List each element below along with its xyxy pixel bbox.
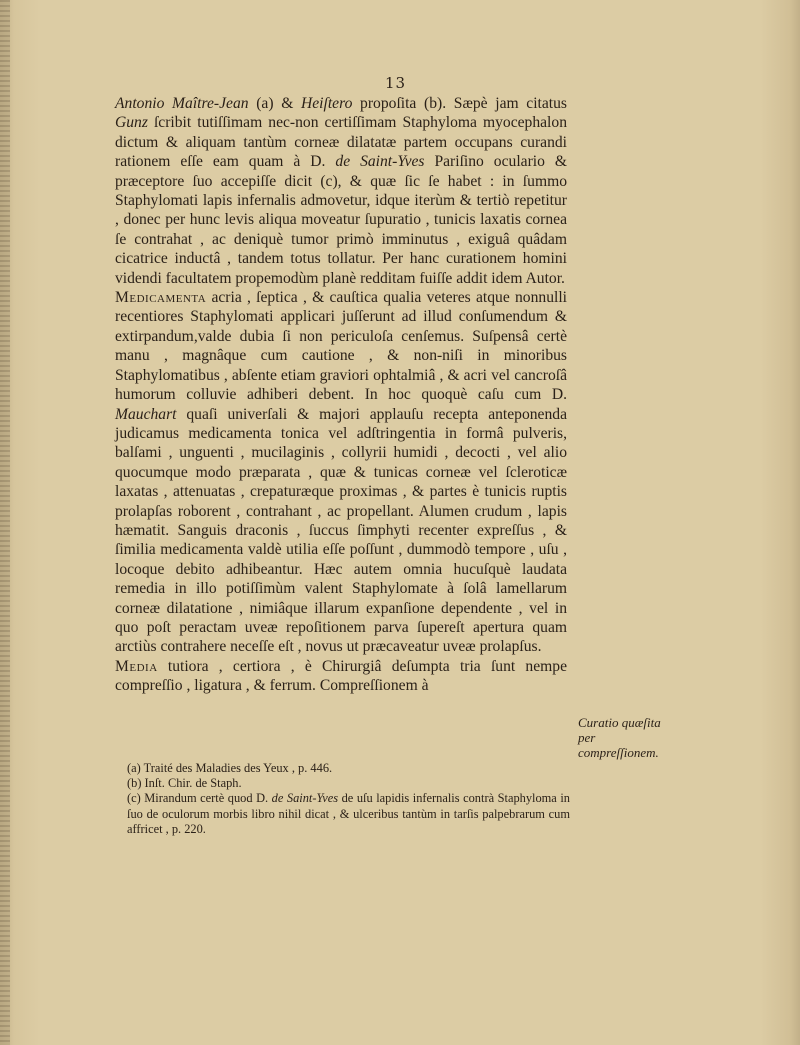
- author-name-mauchart: Mauchart: [115, 405, 177, 423]
- author-name-gunz: Gunz: [115, 114, 148, 132]
- author-name-saint-yves: de Saint-Yves: [335, 153, 425, 171]
- page-number: 13: [385, 74, 407, 92]
- author-name-heister: Heiſtero: [301, 95, 353, 112]
- main-text: [115, 94, 567, 696]
- margin-note: Curatio quæſita per compreſſionem.: [578, 715, 661, 760]
- paragraph-2: Medicamenta acria , ſeptica , & cauſtica qualia veteres atque nonnulli recentiores Staphylomati applicari juſſerunt ad illud conſumendum & extirpandum,valde dubia ſi non periculoſa cenſemus. Suſpensâ certè manu , magnâque cum cautione , & non-niſi in minoribus Staphylomatibus , abſente etiam graviori ophtalmiâ , & acri vel cancroſâ humorum colluvie adhiberi debent. In hoc quoquè caſu cum D. Mauchart quaſi univerſali & majori applauſu recepta anteponenda judicamus medicamenta tonica vel adſtringentia in formâ pulveris, balſami , unguenti , mucilaginis , collyrii humidi , decocti , vel alio quocumque modo præparata , quæ & tunicas corneæ vel ſcleroticæ laxatas , attenuatas , crepaturæque proximas , & partes è tunicis ruptis prolapſas roborent , contrahant , ac propellant. Alumen crudum , lapis hæmatit. Sanguis draconis , ſuccus ſimphyti recenter expreſſus , & ſimilia medicamenta valdè utilia eſſe poſſunt , dummodò tempore , uſu , locoque debito adhibeantur. Hæc autem omnia hucuſquè laudata remedia in illo potiſſimùm valent Staphylomate à ſolâ lamellarum corneæ dilatatione , nimiâque illarum expanſione dependente , vel in quo poſt peractam uveæ repoſitionem parva ſupereſt apertura quam arctiùs contrahere neceſſe eſt , novus ut præcaveatur uveæ prolapſus.: [115, 289, 567, 656]
- footnotes: [115, 761, 570, 837]
- paragraph-lead-media: Media: [115, 657, 158, 675]
- paragraph-1: Antonio Maître-Jean (a) & Heiſtero propoſita (b). Sæpè jam citatus Gunz ſcribit tutiſſimam nec-non certiſſimam Staphyloma myocephalon dictum & aliquam tantùm corneæ dilatatæ partem occupans curandi rationem eſſe eam quam à D. de Saint-Yves Pariſino oculario & præceptore ſuo accepiſſe dicit (c), & quæ ſic ſe habet : in ſummo Staphylomati lapis infernalis admovetur, idque iterùm & tertiò repetitur , donec per hunc levis aliqua moveatur ſupuratio , tunicis laxatis cornea ſe contrahat , ac deniquè tumor primò imminutus , exiguâ quâdam cicatrice inductâ , tandem totus tollatur. Per hanc curationem homini videndi facultatem propemodùm planè redditam fuiſſe addit idem Autor.: [115, 95, 567, 287]
- footnote-b: (b) Inſt. Chir. de Staph.: [127, 776, 242, 791]
- footnote-c: (c) Mirandum certè quod D. de Saint-Yves de uſu lapidis infernalis contrà Staphyloma in ſuo de oculorum morbis libro nihil dicat , & ulceribus tantùm in tarſis palpebrarum cum affricet , p. 220.: [127, 791, 570, 836]
- author-name-maitre-jean: Antonio Maître-Jean: [115, 95, 249, 112]
- paragraph-lead-medicamenta: Medicamenta: [115, 289, 207, 307]
- paragraph-3: Media tutiora , certiora , è Chirurgiâ deſumpta tria ſunt nempe compreſſio , ligatura , & ferrum. Compreſſionem à: [115, 657, 567, 695]
- footnote-a: (a) Traité des Maladies des Yeux , p. 446.: [127, 761, 333, 775]
- author-name-saint-yves-note: de Saint-Yves: [271, 791, 339, 806]
- page-binding-edge: [0, 0, 10, 1045]
